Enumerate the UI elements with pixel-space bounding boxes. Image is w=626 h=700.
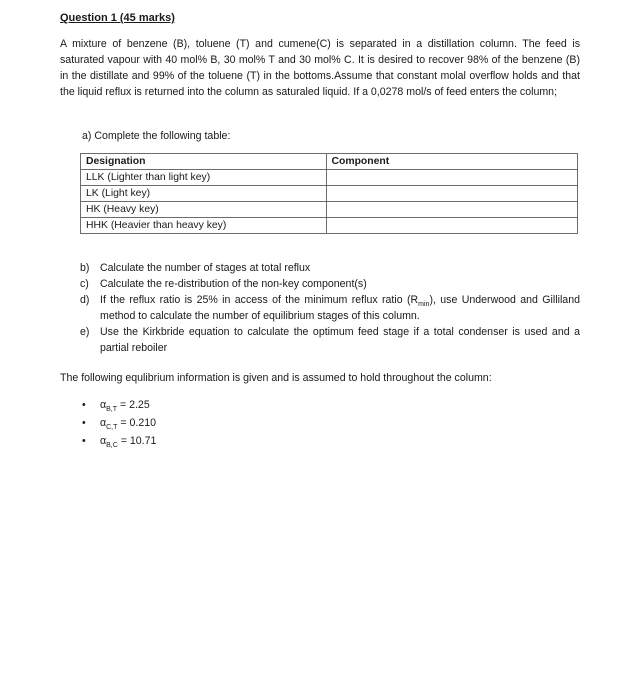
sub-question-e — [80, 324, 580, 356]
table-header-designation: Designation — [81, 154, 327, 170]
equilibrium-intro: The following equlibrium information is given and is assumed to hold throughout the column: — [60, 372, 492, 384]
alpha-subscript: B,C — [106, 442, 118, 450]
table-row — [81, 202, 578, 218]
sub-question-d — [80, 292, 580, 324]
question-title: Question 1 (45 marks) — [60, 12, 175, 24]
table-row — [81, 218, 578, 234]
bullet-icon: • — [82, 435, 86, 447]
alpha-symbol: α — [100, 417, 107, 429]
sub-question-label: d) — [80, 294, 90, 306]
table-cell-component — [326, 186, 578, 202]
table-cell-designation: HHK (Heavier than heavy key) — [81, 218, 327, 234]
list-item — [80, 432, 156, 450]
designation-table — [80, 153, 578, 234]
list-item — [80, 396, 156, 414]
table-cell-component — [326, 170, 578, 186]
list-item — [80, 414, 156, 432]
table-row — [81, 170, 578, 186]
alpha-value: = 10.71 — [120, 435, 157, 447]
table-cell-designation: LLK (Lighter than light key) — [81, 170, 327, 186]
alpha-subscript: C,T — [106, 424, 118, 432]
sub-question-text: If the reflux ratio is 25% in access of the minimum reflux ratio $(R_{min})$, use Underwood and Gilliland method to calculate the number of equilibrium stages of this column. — [100, 294, 580, 322]
sub-question-text: Calculate the number of stages at total reflux — [100, 262, 311, 274]
intro-paragraph: A mixture of benzene (B), toluene (T) and cumene(C) is separated in a distillation column. The feed is saturated vapour with 40 mol% B, 30 mol% T and 30 mol% C. It is desired to recover 98% of the benzene (B) in the distillate and 99% of the toluene (T) in the bottoms.Assume that constant molal overflow holds and that the liquid reflux is returned into the column as saturaled liquid. If a 0,0278 mol/s of feed enters the column; — [60, 38, 580, 98]
sub-question-text: Calculate the re-distribution of the non-key component(s) — [100, 278, 367, 290]
alpha-value: = 2.25 — [119, 399, 150, 411]
alpha-value: = 0.210 — [120, 417, 156, 429]
sub-question-label: e) — [80, 326, 90, 338]
bullet-icon: • — [82, 399, 86, 411]
sub-question-label: c) — [80, 278, 89, 290]
sub-question-b — [80, 260, 580, 276]
min-subscript: min — [418, 301, 430, 309]
sub-question-c — [80, 276, 580, 292]
part-a-label: a) Complete the following table: — [82, 130, 231, 142]
equilibrium-list — [80, 396, 156, 450]
alpha-symbol: α — [100, 399, 107, 411]
sub-question-text: Use the Kirkbride equation to calculate the optimum feed stage if a total condenser is used and a partial reboiler — [100, 326, 580, 354]
table-header-component: Component — [326, 154, 578, 170]
bullet-icon: • — [82, 417, 86, 429]
table-cell-component — [326, 218, 578, 234]
alpha-symbol: α — [100, 435, 107, 447]
table-header-row — [81, 154, 578, 170]
table-cell-designation: HK (Heavy key) — [81, 202, 327, 218]
table-row — [81, 186, 578, 202]
sub-question-list — [80, 260, 580, 356]
table-cell-component — [326, 202, 578, 218]
sub-question-label: b) — [80, 262, 90, 274]
table-cell-designation: LK (Light key) — [81, 186, 327, 202]
alpha-subscript: B,T — [106, 406, 118, 414]
